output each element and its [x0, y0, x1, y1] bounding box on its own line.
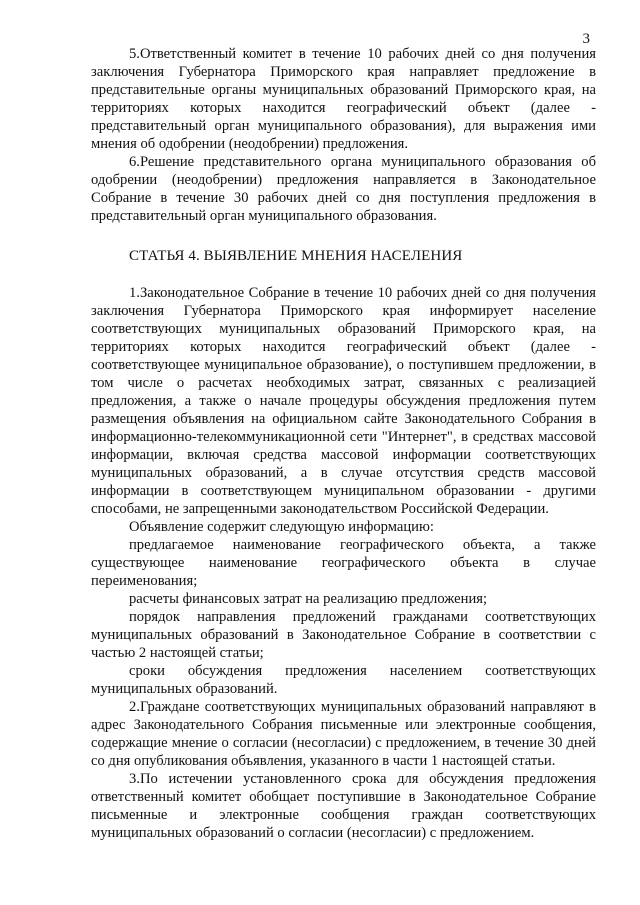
paragraph-announcement-item-procedure: порядок направления предложений гражданами соответствующих муниципальных образований в Законодательное Собрание в соответствии с частью 2 настоящей статьи;	[91, 609, 596, 661]
paragraph-announcement-item-name: предлагаемое наименование географического объекта, а также существующее наименование географического объекта в случае переименования;	[91, 537, 596, 589]
page-number: 3	[582, 31, 590, 47]
paragraph-article4-part1: 1.Законодательное Собрание в течение 10 рабочих дней со дня получения заключения Губернатора Приморского края информирует население соответствующих муниципальных образований Приморского края, на территориях которых находится географический объект (далее - соответствующее муниципальное образование), о поступившем предложении, в том числе о расчетах необходимых затрат, связанных с реализацией предложения, а также о начале процедуры обсуждения предложения путем размещения объявления на официальном сайте Законодательного Собрания в информационно-телекоммуникационной сети "Интернет", в средствах массовой информации, включая средства массовой информации соответствующих муниципальных образований, а в случае отсутствия средств массовой информации в соответствующем муниципальном образовании - другими способами, не запрещенными законодательством Российской Федерации.	[91, 285, 596, 517]
paragraph-article4-part2: 2.Граждане соответствующих муниципальных образований направляют в адрес Законодательного Собрания письменные или электронные сообщения, содержащие мнение о согласии (несогласии) с предложением, в течение 30 дней со дня опубликования объявления, указанного в части 1 настоящей статьи.	[91, 699, 596, 769]
paragraph-article3-part5: 5.Ответственный комитет в течение 10 рабочих дней со дня получения заключения Губернатора Приморского края направляет предложение в представительные органы муниципальных образований Приморского края, на территориях которых находится географический объект (далее - представительный орган муниципального образования), для выражения ими мнения об одобрении (неодобрении) предложения.	[91, 46, 596, 152]
paragraph-announcement-intro: Объявление содержит следующую информацию:	[129, 519, 434, 535]
paragraph-announcement-item-costs: расчеты финансовых затрат на реализацию предложения;	[129, 591, 488, 607]
document-body	[91, 45, 596, 842]
paragraph-article3-part6: 6.Решение представительного органа муниципального образования об одобрении (неодобрении) предложения направляется в Законодательное Собрание в течение 30 рабочих дней со дня поступления предложения в представительный орган муниципального образования.	[91, 154, 596, 224]
paragraph-article4-part3: 3.По истечении установленного срока для обсуждения предложения ответственный комитет обобщает поступившие в Законодательное Собрание письменные и электронные сообщения граждан соответствующих муниципальных образований о согласии (несогласии) с предложением.	[91, 771, 596, 841]
paragraph-announcement-item-terms: сроки обсуждения предложения населением соответствующих муниципальных образований.	[91, 663, 596, 697]
article-4-heading: СТАТЬЯ 4. ВЫЯВЛЕНИЕ МНЕНИЯ НАСЕЛЕНИЯ	[129, 248, 463, 264]
